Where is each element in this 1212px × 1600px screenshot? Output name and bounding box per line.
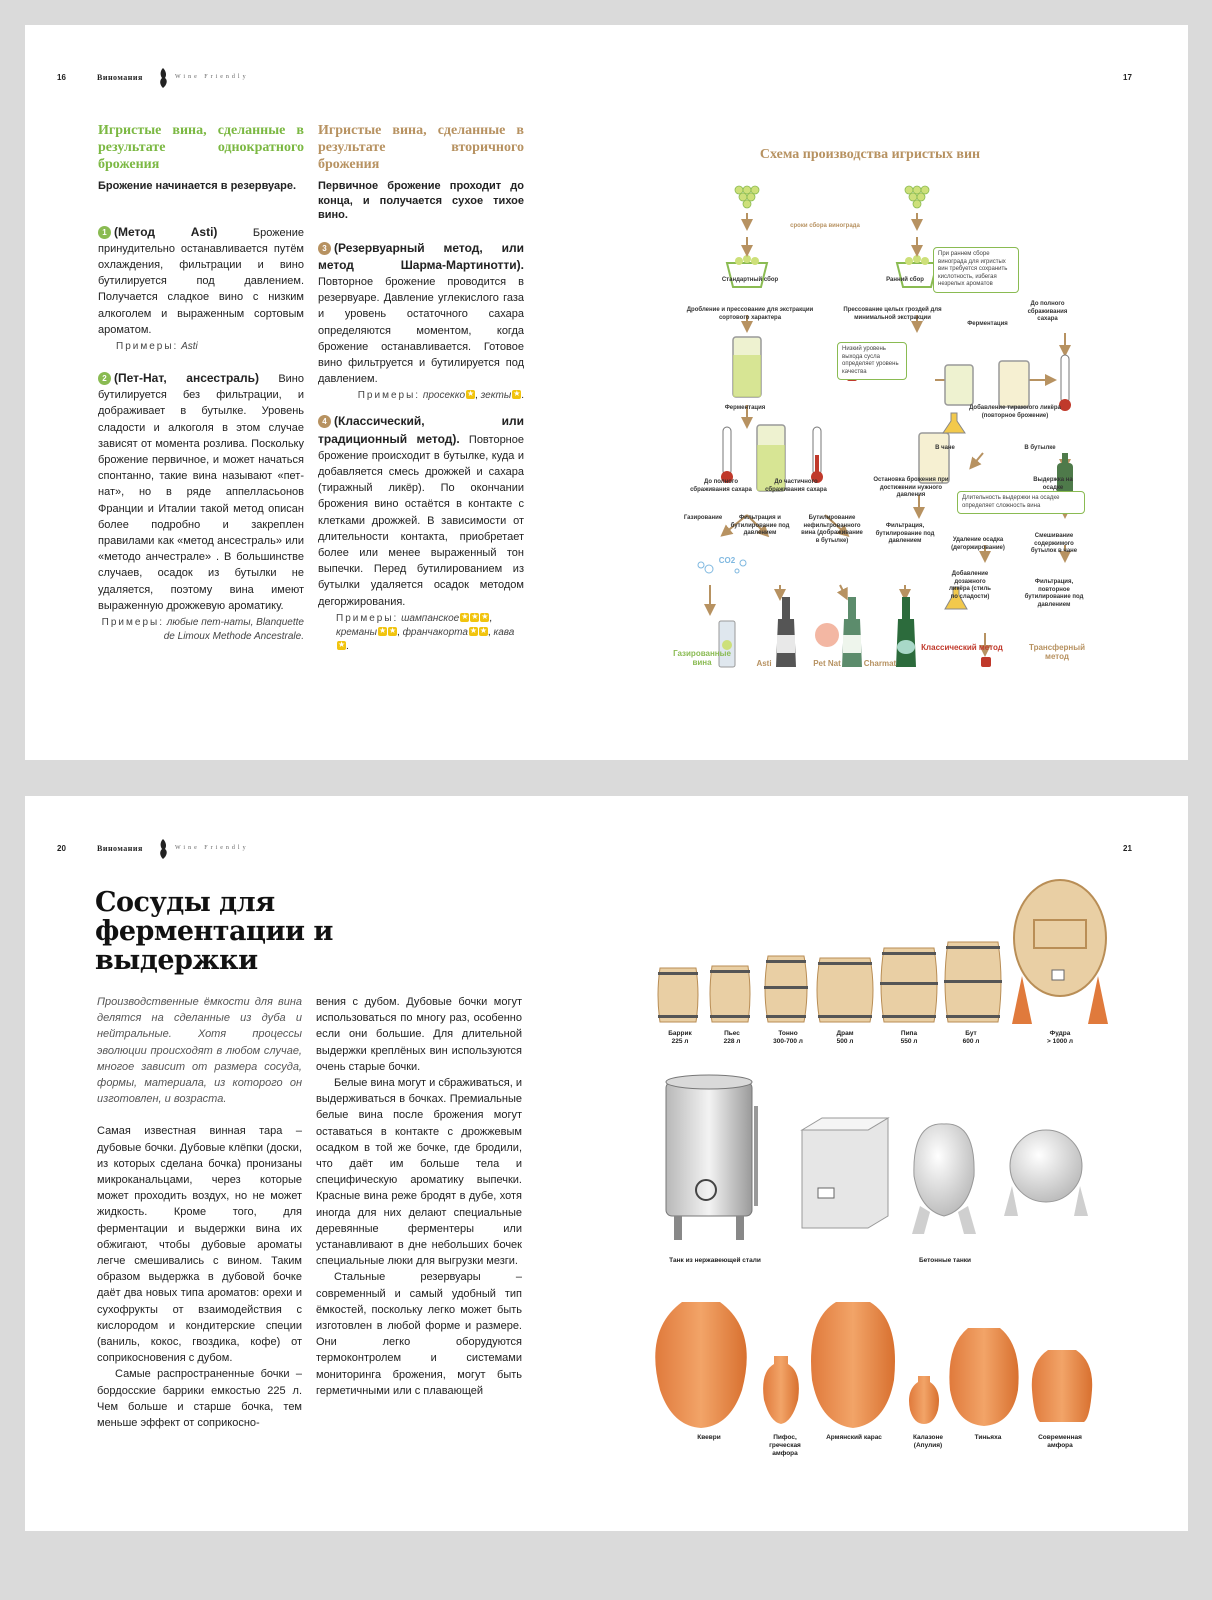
barrel-name: Драм — [836, 1030, 854, 1037]
lees-aging-label: Выдержка на осадке — [1033, 477, 1073, 491]
star-icon — [469, 627, 478, 636]
examples-value: шампанское — [401, 612, 460, 624]
barrel-label-barrique — [656, 1030, 704, 1046]
full-dry-label: До полного сбраживания сахара — [690, 479, 752, 493]
examples-label: Примеры: — [116, 340, 179, 352]
page-number-right: 21 — [1123, 844, 1132, 853]
examples-label: Примеры: — [357, 390, 421, 402]
modern-amphora-icon — [1032, 1350, 1092, 1422]
method-petnat — [98, 370, 304, 614]
output-classic-method: Классический метод — [921, 643, 1003, 652]
amphora-label-karas: Армянский карас — [826, 1434, 882, 1441]
text-column-4 — [316, 994, 522, 1399]
barrel-name: Тонно — [778, 1030, 798, 1037]
dosage-label: Добавление дозажного ликёра (стиль по сладости) — [949, 571, 991, 600]
amphora-label-pithos: Пифос, греческая амфора — [769, 1434, 801, 1457]
tank-icon — [919, 433, 949, 483]
lead-text: Брожение начинается в резервуаре. — [98, 180, 297, 192]
fermentation-label-top: Ферментация — [967, 321, 1008, 327]
page-number-left: 20 — [57, 844, 66, 853]
lees-aging-note: Длительность выдержки на осадке определяет сложность вина — [957, 491, 1085, 514]
harvest-time-label: сроки сбора винограда — [790, 223, 860, 229]
low-yield-note: Низкий уровень выхода сусла определяет уровень качества — [837, 342, 907, 380]
section-heading-single: Игристые вина, сделанные в результате однократного брожения — [98, 123, 304, 172]
in-bottle-label: В бутылке — [1024, 445, 1056, 451]
method-number-badge: 1 — [98, 226, 111, 239]
unfiltered-bottling-label: Бутилирование нефильтрованного вина (дображивание в бутылке) — [801, 515, 863, 544]
disgorge-label: Удаление осадка (дегоржирование) — [951, 537, 1005, 551]
page-number-right: 17 — [1123, 73, 1132, 82]
body-paragraph-5: Стальные резервуары – современный и самый удобный тип ёмкостей, поскольку легко может быть изготовлен в любой форме и размере. Они легко оборудуются термоконтролем и системами мониторинга брожения, могут быть герметичными или с плавающей — [316, 1271, 522, 1397]
spread-sparkling — [25, 25, 1188, 760]
quality-badge-icon — [981, 657, 991, 667]
standard-harvest-label: Стандартный сбор — [721, 277, 779, 283]
barrel-volume: 225 л — [671, 1038, 689, 1045]
method-text: Брожение принудительно останавливается путём охлаждения, фильтрации и вино бутилируется под давлением. Получается сладкое вино с низким алкоголем и выраженным сортовым ароматом. — [98, 226, 305, 336]
body-paragraph-3: вения с дубом. Дубовые бочки могут использоваться по многу раз, особенно если они большие. Для длительной выдержки креплёных вин используются очень старые бочки. — [316, 996, 522, 1073]
filter-bottle-label-2: Фильтрация, бутилирование под давлением — [875, 523, 935, 544]
brand-name: Виномания — [97, 73, 143, 82]
amphorae-illustration — [650, 1290, 1110, 1430]
barrel-label-drum — [820, 1030, 870, 1046]
text-column-3 — [97, 994, 302, 1431]
steel-tank-label: Танк из нержавеющей стали — [669, 1257, 761, 1264]
output-gasified: Газированные вина — [673, 649, 731, 667]
method-classic — [318, 413, 524, 609]
method-number-badge: 3 — [318, 242, 331, 255]
brand-logo-icon — [157, 67, 169, 89]
method-charmat — [318, 240, 524, 388]
piece-icon — [710, 966, 750, 1022]
tanks-illustration — [650, 1066, 1110, 1246]
early-harvest-note: При раннем сборе винограда для игристых вин требуется сохранить кислотность, избегая незрелых ароматов — [933, 247, 1019, 293]
star-icon — [466, 390, 475, 399]
body-paragraph-2: Самые распространенные бочки – бордосские баррики емкостью 225 л. Чем больше и старше бочка, тем меньше эффект от соприкосно- — [97, 1368, 302, 1430]
concrete-tank-label: Бетонные танки — [918, 1257, 972, 1264]
brand-subtitle: Wine Friendly — [175, 74, 249, 80]
bottle-charmat-icon — [896, 597, 916, 667]
star-icon — [512, 390, 521, 399]
barrel-name: Бут — [965, 1030, 977, 1037]
diagram-title: Схема производства игристых вин — [759, 147, 981, 162]
star-icon — [460, 613, 469, 622]
foudre-icon — [1012, 880, 1108, 1024]
examples-value: любые пет-наты, Blanquette de Limoux Methode Ancestrale. — [163, 616, 304, 642]
page-title: Сосуды для ферментации и выдержки — [95, 887, 333, 976]
lead-text: Первичное брожение проходит до конца, и получается сухое тихое вино. — [318, 180, 524, 221]
barrel-label-pipa — [884, 1030, 934, 1046]
section-heading-secondary: Игристые вина, сделанные в результате вторичного брожения — [318, 123, 524, 172]
barrel-label-tonneau — [760, 1030, 816, 1046]
output-charmat: Charmat — [863, 659, 897, 668]
star-icon — [337, 641, 346, 650]
barrel-volume: 600 л — [962, 1038, 980, 1045]
tank-icon — [999, 361, 1029, 407]
examples-value: Asti — [181, 340, 198, 352]
examples-label: Примеры: — [336, 612, 399, 624]
method-asti — [98, 224, 304, 338]
in-tank-label: В чане — [935, 445, 955, 451]
tirage-label: Добавление тиражного ликёра (повторное брожение) — [969, 405, 1061, 419]
examples-value: просекко — [422, 390, 466, 402]
examples-line — [98, 616, 304, 644]
grape-icon-early — [905, 186, 929, 208]
partial-dry-label: До частичного сбраживания сахара — [765, 479, 827, 493]
karas-icon — [811, 1302, 895, 1428]
examples-line: Примеры: шампанское★★★ , креманы★★ , франчакорта★★ , кава★. — [318, 612, 524, 654]
output-transfer-method: Трансферный метод — [1028, 643, 1085, 661]
brand-name: Виномания — [97, 844, 143, 853]
method-title: (Классический, или традиционный метод). — [318, 414, 524, 446]
bottle-petnat-icon — [815, 597, 862, 667]
capasone-icon — [909, 1376, 939, 1424]
pipa-icon — [880, 948, 938, 1022]
amphora-label-capasone: Калазоне (Апулия) — [912, 1434, 944, 1449]
page-number-left: 16 — [57, 73, 66, 82]
amphora-label-tinaja: Тиньяха — [974, 1434, 1002, 1441]
method-number-badge: 4 — [318, 415, 331, 428]
text-column-2 — [318, 122, 524, 654]
examples-value: зекты — [480, 390, 512, 402]
star-icon — [378, 627, 387, 636]
star-icon — [388, 627, 397, 636]
bottle-asti-icon — [776, 597, 796, 667]
full-dry-label-top: До полного сбраживания сахара — [1027, 301, 1068, 322]
tonneau-icon — [764, 956, 808, 1022]
star-icon — [479, 627, 488, 636]
tank-icon — [945, 365, 973, 405]
method-title: (Резервуарный метод, или метод Шарма-Мартинотти). — [318, 240, 524, 272]
butt-icon — [944, 942, 1002, 1022]
body-paragraph-1: Самая известная винная тара – дубовые бочки. Дубовые клёпки (доски, из которых сделана бочка) пронизаны микроканальцами, через которые может проходить воздух, но не может жидкость. Кроме того, для ферментации и выдержки вина их обжигают, чтобы дубовые ароматы легче смешивались с вином. Таким образом выдержка в дубовой бочке даёт два новых типа ароматов: орехи и сухофрукты от взаимодействия с кислородом и кондитерские специи (ваниль, кокос, гвоздика, кофе) от соприкосновения с дубом. — [97, 1125, 302, 1365]
steel-tank-icon — [666, 1075, 758, 1240]
refilter-label: Фильтрация, повторное бутилирование под давлением — [1024, 579, 1084, 608]
text-column-1 — [98, 122, 304, 644]
intro-text: Производственные ёмкости для вина делятся на сделанные из дуба и нейтральные. Хотя процессы эволюции происходят в любом случае, многое зависит от размера сосуда, формы, материала, из которого он изготовлен, и возраста. — [97, 996, 302, 1106]
examples-line — [98, 340, 304, 354]
concrete-sphere-tank-icon — [1004, 1130, 1088, 1216]
barrique-icon — [658, 968, 698, 1022]
amphora-label-modern: Современная амфора — [1038, 1434, 1082, 1449]
method-text: Вино бутилируется без фильтрации, и дображивает в бутылке. Уровень сладости и алкоголя в этом случае зависят от момента розлива. Поскольку брожение первичное, и может начаться спонтанно, такие вина называют «пет-нат», но в ряде аппелласьонов Франции и Италии такой метод описан более подробно и закреплен правилами как «метод ансестраль» или «методо анчестрале» . В большинстве случаев, осадок из бутылки не удаляется, поэтому вина имеют выраженную дрожжевую ароматику. — [98, 372, 304, 612]
examples-line: Примеры: просекко★ , зекты★ . — [318, 389, 524, 403]
barrel-volume: 550 л — [900, 1038, 918, 1045]
barrels-illustration — [650, 876, 1110, 1026]
stop-fermentation-label: Остановка брожения при достижении нужного давления — [873, 477, 949, 498]
concrete-egg-tank-icon — [912, 1124, 976, 1234]
star-icon — [480, 613, 489, 622]
method-number-badge: 2 — [98, 372, 111, 385]
fermentation-label: Ферментация — [724, 405, 766, 411]
early-harvest-label: Ранний сбор — [886, 277, 924, 283]
star-icon — [470, 613, 479, 622]
examples-value: франчакорта — [402, 626, 468, 638]
thermometer-icon — [1059, 355, 1071, 411]
co2-label: CO2 — [718, 556, 736, 565]
barrel-volume: 228 л — [723, 1038, 741, 1045]
method-title: (Пет-Нат, ансестраль) — [114, 370, 259, 385]
filter-bottle-label: Фильтрация и бутилирование под давлением — [730, 515, 790, 536]
examples-value: креманы — [336, 626, 378, 638]
gasification-label: Газирование — [683, 515, 723, 521]
method-title: (Метод Asti) — [114, 224, 218, 239]
body-paragraph-4: Белые вина могут и сбраживаться, и выдерживаться в бочках. Премиальные белые вина после брожения могут оставаться в контакте с дрожжевым осадком в той же бочке, где бродили, что даёт им больше тела и специфическую ароматику выпечки. Красные вина реже бродят в дубе, хотя иногда для них делают специальные деревянные ферментеры или устанавливают в дне небольших бочек специальные люки для выгрузки мезги. — [316, 1077, 522, 1268]
barrel-label-butt — [946, 1030, 996, 1046]
barrel-volume: 300-700 л — [773, 1038, 803, 1045]
examples-label: Примеры: — [101, 616, 164, 628]
grape-icon-standard — [735, 186, 759, 208]
drum-icon — [817, 958, 873, 1022]
pithos-icon — [763, 1356, 799, 1424]
barrel-label-piece — [708, 1030, 756, 1046]
whole-bunch-press-label: Прессование целых гроздей для минимальной экстракции — [843, 307, 942, 321]
barrel-name: Баррик — [668, 1030, 692, 1037]
brand-logo-icon — [157, 838, 169, 860]
tinaja-icon — [949, 1328, 1018, 1426]
barrel-name: Пипа — [900, 1030, 918, 1037]
thermometer-icon — [721, 427, 733, 483]
barrel-volume: 500 л — [836, 1038, 854, 1045]
thermometer-icon — [811, 427, 823, 483]
barrel-label-foudre — [1030, 1030, 1090, 1046]
brand-subtitle: Wine Friendly — [175, 845, 249, 851]
output-asti: Asti — [756, 659, 772, 668]
amphora-label-qvevri: Квеври — [697, 1434, 721, 1441]
examples-value: кава — [493, 626, 515, 638]
concrete-tank-cube-icon — [802, 1118, 888, 1228]
barrel-volume: > 1000 л — [1047, 1038, 1073, 1045]
blend-label: Смешивание содержимого бутылок в чане — [1030, 533, 1078, 554]
method-text: Повторное брожение происходит в бутылке, куда и добавляется смесь дрожжей и сахара (тиражный ликёр). По окончании брожения вино остаётся в контакте с клетками дрожжей. В зависимости от длительности контакта, приобретает более или менее выраженный тон выпечки. Перед бутилированием из бутылки удаляется осадок методом дегоржирования. — [318, 433, 524, 608]
output-petnat: Pet Nat — [813, 659, 841, 668]
method-text: Повторное брожение проводится в резервуаре. Давление углекислого газа и уровень остаточного сахара определяются моментом, когда брожение останавливается. Готовое вино фильтруется и бутилируется под давлением. — [318, 275, 524, 386]
crush-press-label: Дробление и прессование для экстракции сортового характера — [686, 307, 814, 321]
barrel-name: Пьес — [724, 1030, 740, 1037]
barrel-name: Фудра — [1049, 1030, 1071, 1037]
qvevri-icon — [655, 1302, 746, 1428]
